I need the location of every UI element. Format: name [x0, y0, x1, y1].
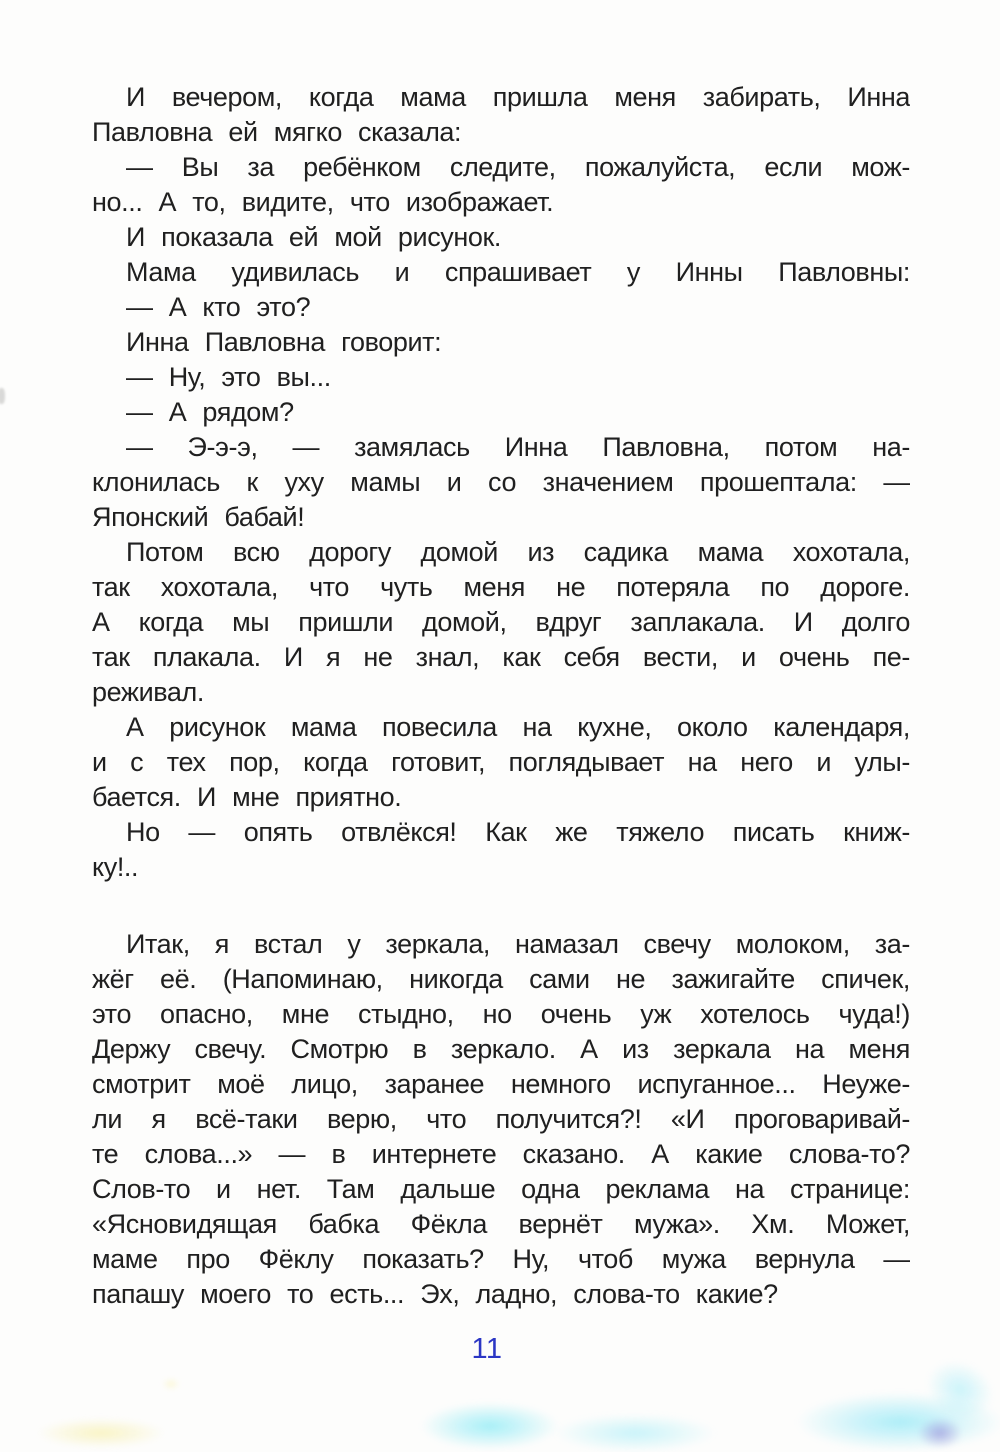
paragraph	[92, 535, 910, 710]
paragraph	[92, 290, 910, 325]
text-line: жёг её. (Напоминаю, никогда сами не зажигайте спичек,	[92, 964, 910, 994]
watercolor-stain-cyan	[795, 1392, 1000, 1452]
paragraph	[92, 220, 910, 255]
paragraph	[92, 430, 910, 535]
text-line: бается. И мне приятно.	[92, 782, 402, 812]
text-line: «Ясновидящая бабка Фёкла вернёт мужа». Хм. Может,	[92, 1209, 910, 1239]
text-line: смотрит моё лицо, заранее немного испуганное... Неуже-	[92, 1069, 910, 1099]
text-line: Японский бабай!	[92, 502, 305, 532]
watercolor-stain-cyan	[555, 1414, 715, 1452]
watercolor-speck-yellow	[163, 1379, 179, 1389]
text-line: но... А то, видите, что изображает.	[92, 187, 554, 217]
text-block	[92, 80, 910, 1312]
text-line: так плакала. И я не знал, как себя вести, и очень пе-	[92, 642, 910, 672]
text-line: Итак, я встал у зеркала, намазал свечу молоком, за-	[126, 929, 910, 959]
text-line: А рисунок мама повесила на кухне, около календаря,	[126, 712, 910, 742]
text-line: А когда мы пришли домой, вдруг заплакала. И долго	[92, 607, 910, 637]
text-line: И вечером, когда мама пришла меня забирать, Инна	[126, 82, 910, 112]
paragraph	[92, 80, 910, 150]
watercolor-stain-violet	[918, 1418, 962, 1448]
text-line: Мама удивилась и спрашивает у Инны Павловны:	[126, 257, 910, 287]
text-line: — Вы за ребёнком следите, пожалуйста, если мож-	[126, 152, 910, 182]
text-line: Потом всю дорогу домой из садика мама хохотала,	[126, 537, 910, 567]
text-line: реживал.	[92, 677, 204, 707]
text-line: те слова...» — в интернете сказано. А какие слова-то?	[92, 1139, 910, 1169]
text-line: И показала ей мой рисунок.	[126, 222, 502, 252]
text-line: ку!..	[92, 852, 139, 882]
text-line: ли я всё-таки верю, что получится?! «И проговаривай-	[92, 1104, 910, 1134]
watercolor-streak-cyan	[917, 1350, 1000, 1429]
page-number: 11	[471, 1333, 503, 1365]
text-line: папашу моего то есть... Эх, ладно, слова-то какие?	[92, 1279, 778, 1309]
paragraph	[92, 710, 910, 815]
paragraph	[92, 360, 910, 395]
text-line: так хохотала, что чуть меня не потеряла по дороге.	[92, 572, 910, 602]
paragraph	[92, 927, 910, 1312]
text-line: — А рядом?	[126, 397, 294, 427]
paragraph	[92, 395, 910, 430]
scan-edge-speck	[0, 388, 5, 404]
text-line: Но — опять отвлёкся! Как же тяжело писать книж-	[126, 817, 910, 847]
paragraph	[92, 150, 910, 220]
watercolor-stain-yellow	[36, 1418, 166, 1448]
text-line: это опасно, мне стыдно, но очень уж хотелось чуда!)	[92, 999, 910, 1029]
text-line: — А кто это?	[126, 292, 311, 322]
paragraph	[92, 255, 910, 290]
text-line: — Э-э-э, — замялась Инна Павловна, потом на-	[126, 432, 910, 462]
paragraph	[92, 815, 910, 885]
text-line: Инна Павловна говорит:	[126, 327, 442, 357]
text-line: Слов-то и нет. Там дальше одна реклама на странице:	[92, 1174, 910, 1204]
text-line: — Ну, это вы...	[126, 362, 331, 392]
watercolor-stain-cyan	[420, 1402, 560, 1450]
paragraph	[92, 325, 910, 360]
text-line: Павловна ей мягко сказала:	[92, 117, 462, 147]
text-line: и с тех пор, когда готовит, поглядывает на него и улы-	[92, 747, 910, 777]
text-line: маме про Фёклу показать? Ну, чтоб мужа вернула —	[92, 1244, 910, 1274]
text-line: Держу свечу. Смотрю в зеркало. А из зеркала на меня	[92, 1034, 910, 1064]
text-line: клонилась к уху мамы и со значением прошептала: —	[92, 467, 910, 497]
